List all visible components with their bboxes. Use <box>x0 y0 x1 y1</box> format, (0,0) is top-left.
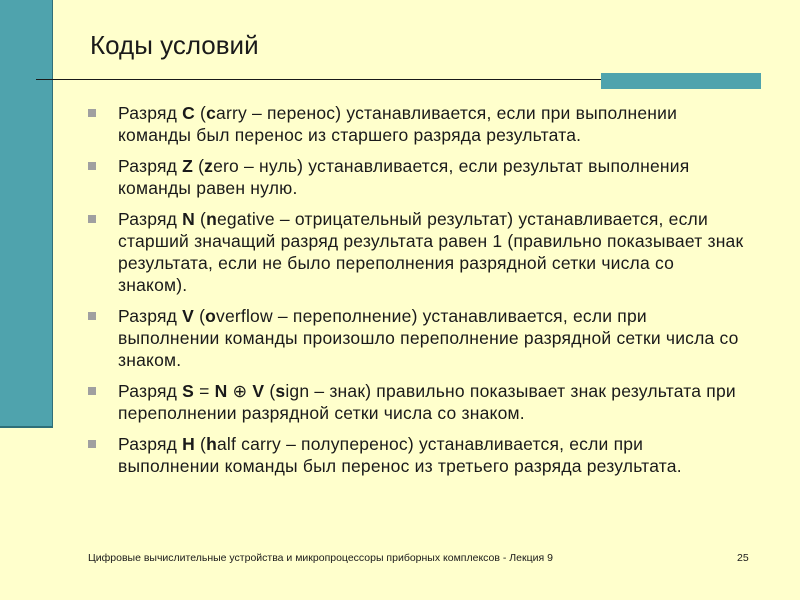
slide-footer: Цифровые вычислительные устройства и микропроцессоры приборных комплексов - Лекция 9 <box>88 552 553 564</box>
bullet-square-icon <box>88 109 96 117</box>
bullet-square-icon <box>88 440 96 448</box>
bullet-text: Разряд S = N ⊕ V (sign – знак) правильно показывает знак результата при переполнении разрядной сетки числа со знаком. <box>118 381 736 423</box>
bullet-text: Разряд H (half carry – полуперенос) устанавливается, если при выполнении команды был перенос из третьего разряда результата. <box>118 434 682 476</box>
page-number: 25 <box>737 552 749 564</box>
bullet-list <box>88 102 748 486</box>
bullet-text: Разряд N (negative – отрицательный результат) устанавливается, если старший значащий разряд результата равен 1 (правильно показывает знак результата, если не было переполнения разрядной сетки числа со знаком). <box>118 209 744 295</box>
bullet-sign-flag <box>88 380 748 424</box>
title-divider <box>36 79 601 80</box>
title-accent-tab <box>601 73 761 89</box>
bullet-text: Разряд C (carry – перенос) устанавливается, если при выполнении команды был перенос из старшего разряда результата. <box>118 103 678 145</box>
bullet-square-icon <box>88 215 96 223</box>
bullet-negative-flag <box>88 208 748 296</box>
bullet-zero-flag <box>88 155 748 199</box>
left-accent-bar <box>0 0 53 428</box>
bullet-carry-flag <box>88 102 748 146</box>
bullet-square-icon <box>88 312 96 320</box>
bullet-text: Разряд Z (zero – нуль) устанавливается, если результат выполнения команды равен нулю. <box>118 156 690 198</box>
bullet-half-carry-flag <box>88 433 748 477</box>
bullet-overflow-flag <box>88 305 748 371</box>
bullet-square-icon <box>88 387 96 395</box>
slide-title: Коды условий <box>90 30 259 60</box>
bullet-text: Разряд V (overflow – переполнение) устанавливается, если при выполнении команды произошло переполнение разрядной сетки числа со знаком. <box>118 306 739 370</box>
bullet-square-icon <box>88 162 96 170</box>
